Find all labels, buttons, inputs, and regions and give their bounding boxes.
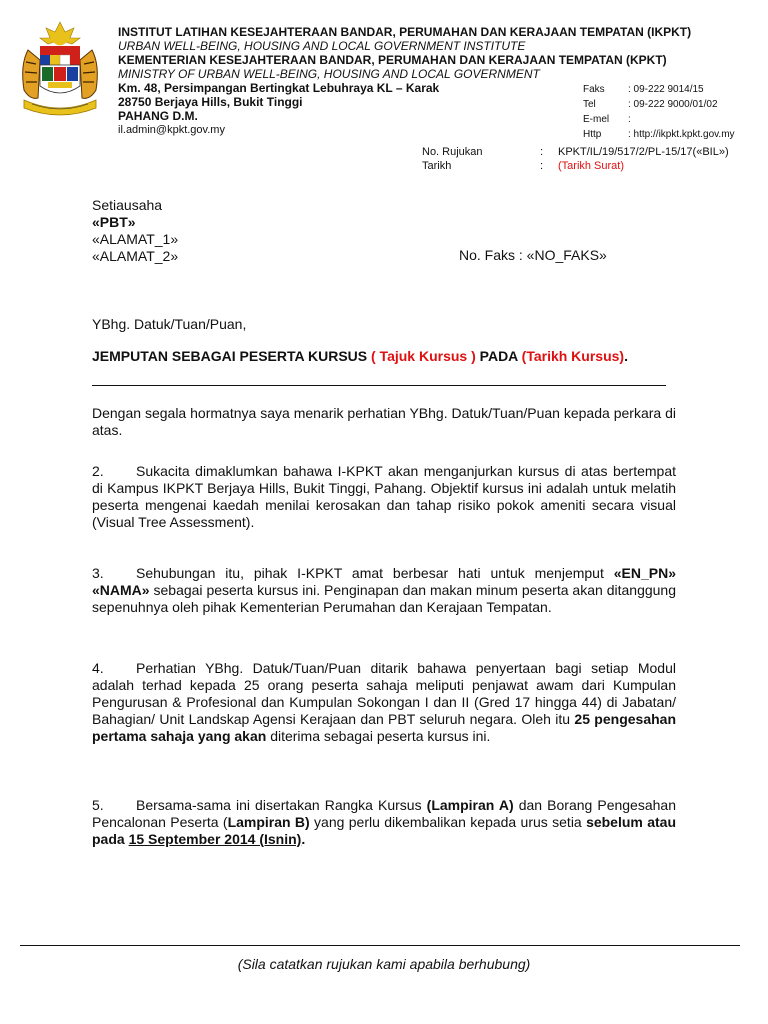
subject-text: JEMPUTAN SEBAGAI PESERTA KURSUS bbox=[92, 348, 371, 364]
reference-number-value: KPKT/IL/19/517/2/PL-15/17(«BIL») bbox=[558, 146, 729, 158]
contact-row-fax bbox=[583, 82, 735, 97]
course-date-placeholder: (Tarikh Kursus) bbox=[521, 348, 625, 364]
subject-text: PADA bbox=[475, 348, 522, 364]
address-line-3: PAHANG D.M. bbox=[118, 109, 198, 123]
paragraph-text: diterima sebagai peserta kursus ini. bbox=[266, 728, 491, 744]
paragraph-text: Sehubungan itu, pihak I-KPKT amat berbesar hati untuk menjemput bbox=[136, 565, 614, 581]
paragraph-number: 3. bbox=[92, 565, 104, 581]
recipient-title: Setiausaha bbox=[92, 197, 163, 213]
recipient-organization: «PBT» bbox=[92, 214, 136, 230]
paragraph-emphasis: 25 pengesahan pertama sahaja yang akan bbox=[92, 711, 676, 744]
recipient-address-line-2: «ALAMAT_2» bbox=[92, 248, 179, 264]
email-address: il.admin@kpkt.gov.my bbox=[118, 124, 225, 136]
recipient-address bbox=[92, 197, 178, 265]
paragraph-text: Perhatian YBhg. Datuk/Tuan/Puan ditarik bahawa penyertaan bagi setiap Modul adalah terhad kepada 25 orang peserta sahaja meliputi penjawat awam dari Kumpulan Pengurusan & Profesional dan Kumpulan Sokongan I dan II (Gred 17 hingga 44) di Jabatan/ Bahagian/ Unit Landskap Agensi Kerajaan dan PBT seluruh negara. Oleh itu bbox=[92, 660, 676, 727]
contact-row-web bbox=[583, 127, 735, 142]
separator: : bbox=[540, 146, 544, 158]
contact-value: : bbox=[628, 114, 631, 125]
footer-divider bbox=[20, 945, 740, 946]
contact-value: : 09-222 9014/15 bbox=[628, 84, 704, 95]
paragraph-number: 2. bbox=[92, 463, 104, 479]
contact-details bbox=[583, 82, 735, 142]
paragraph-text: Sukacita dimaklumkan bahawa I-KPKT akan menganjurkan kursus di atas bertempat di Kampus IKPKT Berjaya Hills, Bukit Tinggi, Pahang. Objektif kursus ini adalah untuk melatih peserta mengenai kaedah menilai kerosakan dan tahap risiko pokok ameniti secara visual (Visual Tree Assessment). bbox=[92, 463, 676, 530]
separator: : bbox=[540, 160, 544, 172]
institute-name-english: URBAN WELL-BEING, HOUSING AND LOCAL GOVERNMENT INSTITUTE bbox=[118, 39, 526, 53]
paragraph-4 bbox=[92, 660, 676, 745]
recipient-fax: No. Faks : «NO_FAKS» bbox=[459, 247, 607, 263]
contact-label: E-mel bbox=[583, 114, 610, 125]
address-line-2: 28750 Berjaya Hills, Bukit Tinggi bbox=[118, 95, 303, 109]
paragraph-number: 4. bbox=[92, 660, 104, 676]
contact-row-tel bbox=[583, 97, 735, 112]
salutation: YBhg. Datuk/Tuan/Puan, bbox=[92, 316, 247, 332]
reference-block bbox=[422, 145, 729, 173]
ministry-name: KEMENTERIAN KESEJAHTERAAN BANDAR, PERUMAHAN DAN KERAJAAN TEMPATAN (KPKT) bbox=[118, 53, 667, 67]
paragraph-text: yang perlu dikembalikan kepada urus setia bbox=[309, 814, 587, 830]
subject-text: . bbox=[624, 348, 628, 364]
attachment-a-reference: (Lampiran A) bbox=[426, 797, 514, 813]
paragraph-5 bbox=[92, 797, 676, 848]
coat-of-arms-logo bbox=[10, 20, 110, 120]
date-row bbox=[422, 159, 729, 173]
invitee-name-placeholder: «EN_PN» «NAMA» bbox=[92, 565, 676, 598]
paragraph-text: . bbox=[301, 831, 306, 847]
contact-label: Faks bbox=[583, 84, 605, 95]
date-label: Tarikh bbox=[422, 160, 452, 172]
address-line-1: Km. 48, Persimpangan Bertingkat Lebuhraya KL – Karak bbox=[118, 81, 440, 95]
contact-value: : http://ikpkt.kpkt.gov.my bbox=[628, 129, 735, 140]
course-title-placeholder: ( Tajuk Kursus ) bbox=[371, 348, 476, 364]
subject-underline bbox=[92, 385, 666, 386]
ministry-name-english: MINISTRY OF URBAN WELL-BEING, HOUSING AND LOCAL GOVERNMENT bbox=[118, 67, 540, 81]
reference-number-label: No. Rujukan bbox=[422, 146, 483, 158]
paragraph-2 bbox=[92, 463, 676, 531]
paragraph-text: Bersama-sama ini disertakan Rangka Kursus bbox=[136, 797, 427, 813]
institute-name: INSTITUT LATIHAN KESEJAHTERAAN BANDAR, PERUMAHAN DAN KERAJAAN TEMPATAN (IKPKT) bbox=[118, 25, 692, 39]
paragraph-number: 5. bbox=[92, 797, 104, 813]
attachment-b-reference: Lampiran B) bbox=[227, 814, 310, 830]
contact-label: Tel bbox=[583, 99, 596, 110]
subject-heading bbox=[92, 347, 676, 365]
deadline-date: 15 September 2014 (Isnin) bbox=[128, 831, 302, 847]
footer-note: (Sila catatkan rujukan kami apabila berhubung) bbox=[237, 956, 531, 972]
paragraph-text: sebagai peserta kursus ini. Penginapan dan makan minum peserta akan ditanggung sepenuhnya oleh pihak Kementerian Perumahan dan Kerajaan Tempatan. bbox=[92, 582, 676, 615]
contact-label: Http bbox=[583, 129, 602, 140]
paragraph-text: dan Borang Pengesahan Pencalonan Peserta ( bbox=[92, 797, 676, 830]
contact-value: : 09-222 9000/01/02 bbox=[628, 99, 718, 110]
recipient-address-line-1: «ALAMAT_1» bbox=[92, 231, 179, 247]
reference-number-row bbox=[422, 145, 729, 159]
paragraph-3 bbox=[92, 565, 676, 616]
contact-row-email bbox=[583, 112, 735, 127]
paragraph-1: Dengan segala hormatnya saya menarik perhatian YBhg. Datuk/Tuan/Puan kepada perkara di atas. bbox=[92, 405, 676, 438]
deadline-prefix: sebelum atau pada bbox=[92, 814, 676, 847]
date-value: (Tarikh Surat) bbox=[558, 160, 625, 172]
